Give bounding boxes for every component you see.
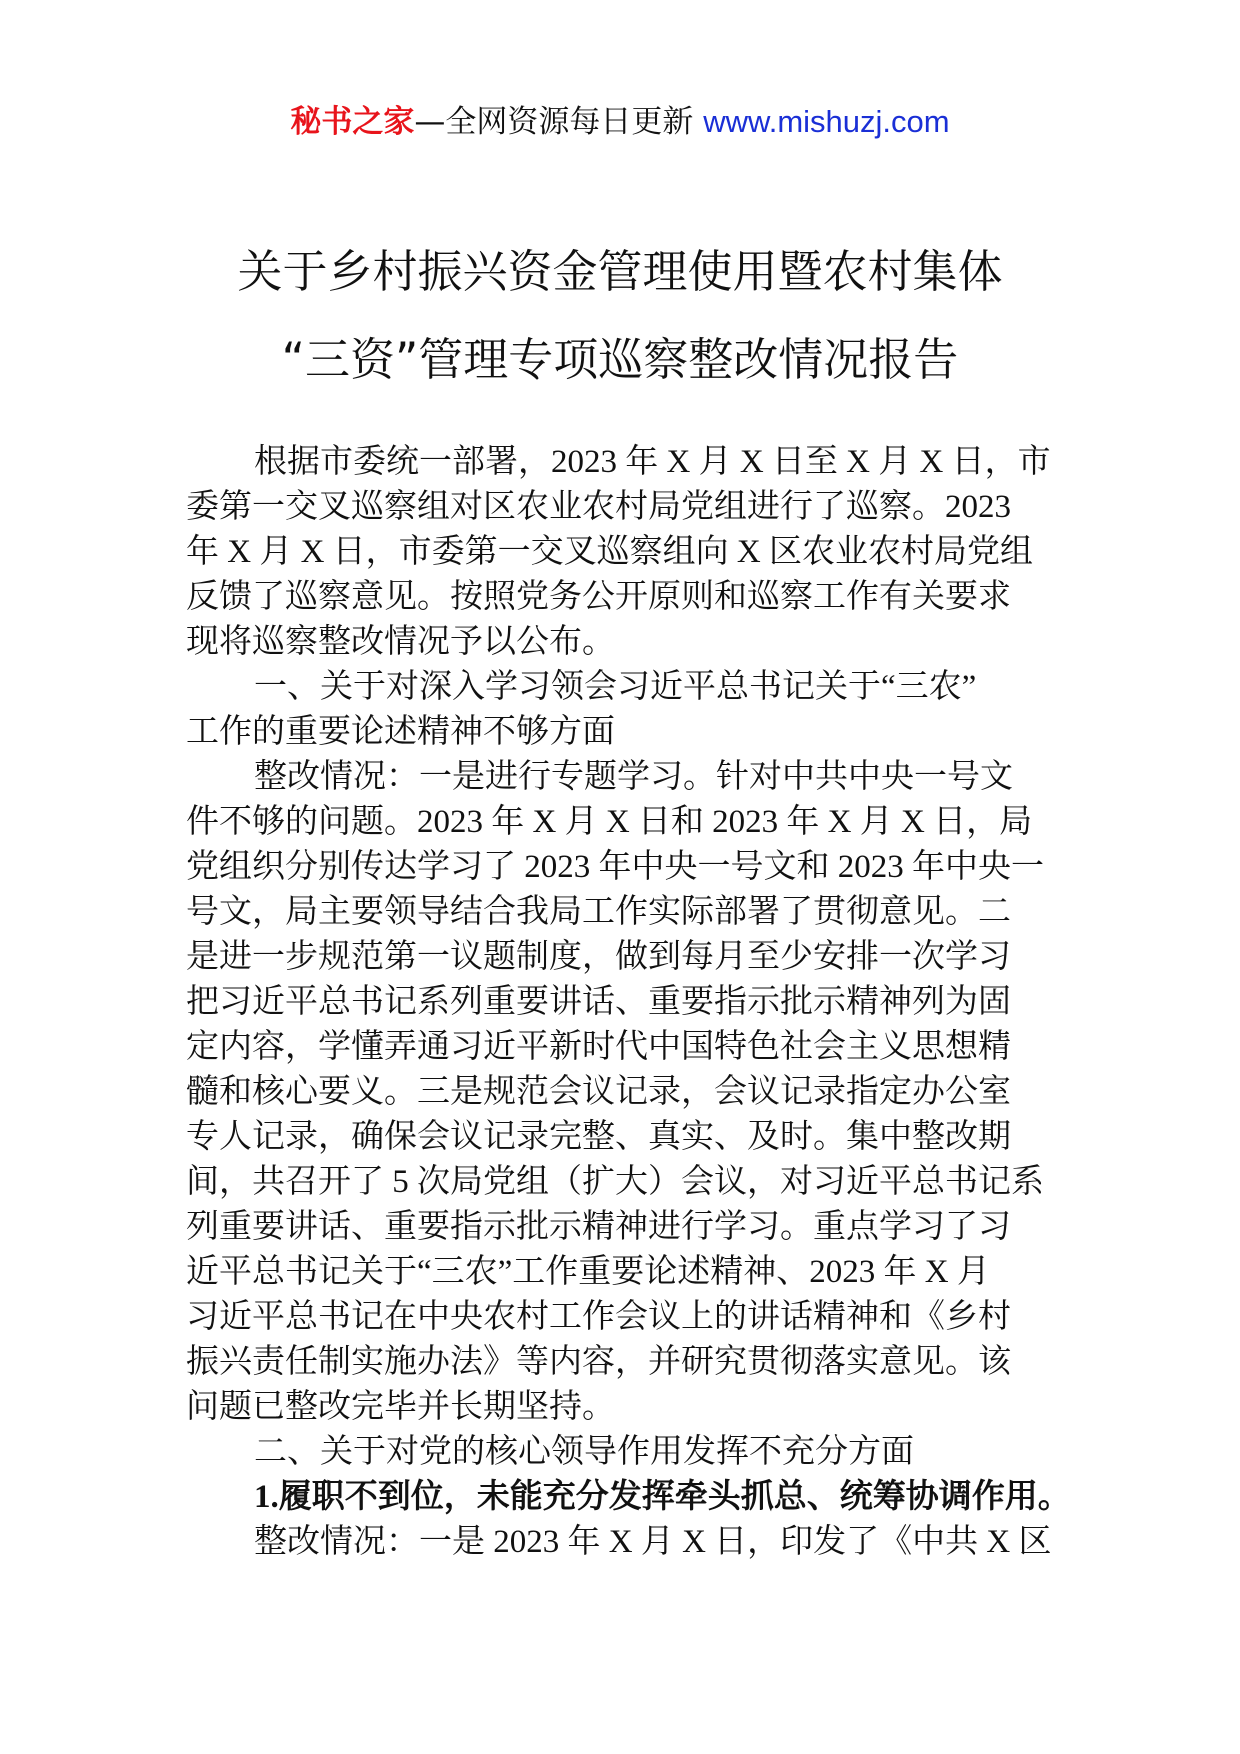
banner-slogan: —全网资源每日更新 (414, 104, 694, 140)
site-banner (0, 100, 1240, 144)
paragraph-line: 党组织分别传达学习了 2023 年中央一号文和 2023 年中央一 (186, 849, 1044, 885)
site-url-link[interactable]: www.mishuzj.com (703, 104, 950, 139)
section-heading-line: 工作的重要论述精神不够方面 (186, 714, 615, 750)
paragraph-line: 习近平总书记在中央农村工作会议上的讲话精神和《乡村 (186, 1299, 1011, 1335)
subsection-heading-line: 1.履职不到位，未能充分发挥牵头抓总、统筹协调作用。 (254, 1479, 1071, 1515)
document-body (186, 440, 1071, 1565)
section-heading-line: 二、关于对党的核心领导作用发挥不充分方面 (254, 1434, 914, 1470)
paragraph-line: 髓和核心要义。三是规范会议记录，会议记录指定办公室 (186, 1074, 1011, 1110)
brand-name: 秘书之家 (290, 104, 415, 140)
paragraph-line: 根据市委统一部署，2023 年 X 月 X 日至 X 月 X 日，市 (254, 444, 1051, 480)
paragraph-line: 间，共召开了 5 次局党组（扩大）会议，对习近平总书记系 (186, 1164, 1044, 1200)
paragraph-line: 列重要讲话、重要指示批示精神进行学习。重点学习了习 (186, 1209, 1011, 1245)
section-heading-line: 一、关于对深入学习领会习近平总书记关于“三农” (254, 669, 977, 705)
paragraph-line: 振兴责任制实施办法》等内容，并研究贯彻落实意见。该 (186, 1344, 1011, 1380)
paragraph-line: 号文，局主要领导结合我局工作实际部署了贯彻意见。二 (186, 894, 1011, 930)
paragraph-line: 定内容，学懂弄通习近平新时代中国特色社会主义思想精 (186, 1029, 1011, 1065)
paragraph-line: 反馈了巡察意见。按照党务公开原则和巡察工作有关要求 (186, 579, 1011, 615)
paragraph-line: 年 X 月 X 日，市委第一交叉巡察组向 X 区农业农村局党组 (186, 534, 1033, 570)
paragraph-line: 委第一交叉巡察组对区农业农村局党组进行了巡察。2023 (186, 489, 1011, 525)
paragraph-line: 整改情况：一是进行专题学习。针对中共中央一号文 (254, 759, 1013, 795)
paragraph-line: 问题已整改完毕并长期坚持。 (186, 1389, 615, 1425)
title-line: 关于乡村振兴资金管理使用暨农村集体 (237, 245, 1003, 298)
paragraph-line: 近平总书记关于“三农”工作重要论述精神、2023 年 X 月 (186, 1254, 990, 1290)
paragraph-line: 件不够的问题。2023 年 X 月 X 日和 2023 年 X 月 X 日，局 (186, 804, 1033, 840)
document-title (0, 228, 1240, 404)
paragraph-line: 把习近平总书记系列重要讲话、重要指示批示精神列为固 (186, 984, 1011, 1020)
paragraph-line: 现将巡察整改情况予以公布。 (186, 624, 615, 660)
paragraph-line: 专人记录，确保会议记录完整、真实、及时。集中整改期 (186, 1119, 1011, 1155)
title-line: “三资”管理专项巡察整改情况报告 (281, 333, 959, 386)
paragraph-line: 整改情况：一是 2023 年 X 月 X 日，印发了《中共 X 区 (254, 1524, 1052, 1560)
paragraph-line: 是进一步规范第一议题制度，做到每月至少安排一次学习 (186, 939, 1011, 975)
